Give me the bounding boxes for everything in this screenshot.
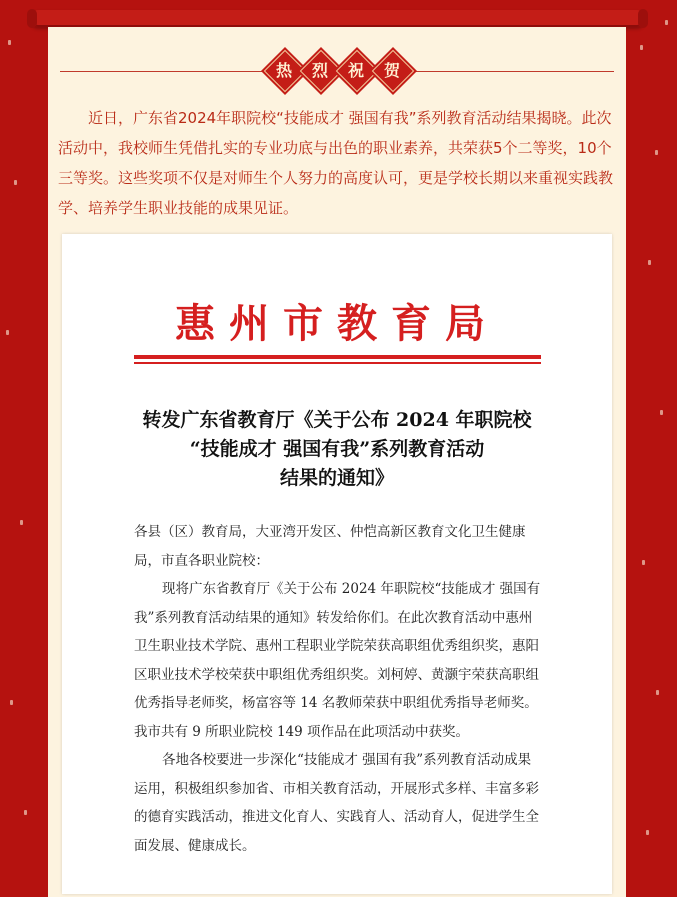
notice-title-line: “技能成才 强国有我”系列教育活动 bbox=[189, 438, 485, 460]
banner-char: 热 bbox=[275, 61, 292, 80]
body-paragraph: 现将广东省教育厅《关于公布 2024 年职院校“技能成才 强国有我”系列教育活动结果的通知》转发给你们。在此次教育活动中惠州卫生职业技术学院、惠州工程职业学院荣获高职组优秀组织奖，惠阳区职业技术学校荣获中职组优秀组织奖。刘柯婷、黄灏宇荣获高职组优秀指导老师奖，杨富容等 14 名教师荣获中职组优秀指导老师奖。我市共有 9 所职业院校 149 项作品在此项活动中获奖。 bbox=[134, 581, 541, 740]
header-rule-left bbox=[60, 71, 264, 72]
notice-title-line: 转发广东省教育厅《关于公布 2024 年职院校 bbox=[142, 409, 532, 431]
body-paragraph: 各地各校要进一步深化“技能成才 强国有我”系列教育活动成果运用，积极组织参加省、市相关教育活动，开展形式多样、丰富多彩的德育实践活动，推进文化育人、实践育人、活动育人，促进学生全面发展、健康成长。 bbox=[134, 752, 539, 854]
red-header-line-thin bbox=[134, 362, 541, 364]
banner-char: 贺 bbox=[383, 61, 400, 80]
scroll-roller-left-end bbox=[27, 9, 37, 28]
congratulations-banner bbox=[264, 50, 416, 94]
notice-body bbox=[134, 518, 544, 860]
notice-title-line: 结果的通知》 bbox=[279, 467, 394, 489]
official-document bbox=[62, 234, 612, 894]
banner-char: 烈 bbox=[311, 61, 328, 80]
red-header-line bbox=[134, 355, 541, 359]
notice-title bbox=[62, 406, 612, 493]
scroll-roller bbox=[30, 10, 645, 27]
issuer-title: 惠州市教育局 bbox=[175, 300, 499, 347]
header-rule-right bbox=[416, 71, 614, 72]
intro-paragraph: 近日，广东省2024年职院校“技能成才 强国有我”系列教育活动结果揭晓。此次活动中，我校师生凭借扎实的专业功底与出色的职业素养，共荣获5个二等奖，10个三等奖。这些奖项不仅是对师生个人努力的高度认可，更是学校长期以来重视实践教学、培养学生职业技能的成果见证。 bbox=[58, 109, 614, 217]
addressee: 各县（区）教育局，大亚湾开发区、仲恺高新区教育文化卫生健康局，市直各职业院校： bbox=[134, 524, 526, 569]
scroll-roller-right-end bbox=[638, 9, 648, 28]
banner-char: 祝 bbox=[347, 61, 364, 80]
